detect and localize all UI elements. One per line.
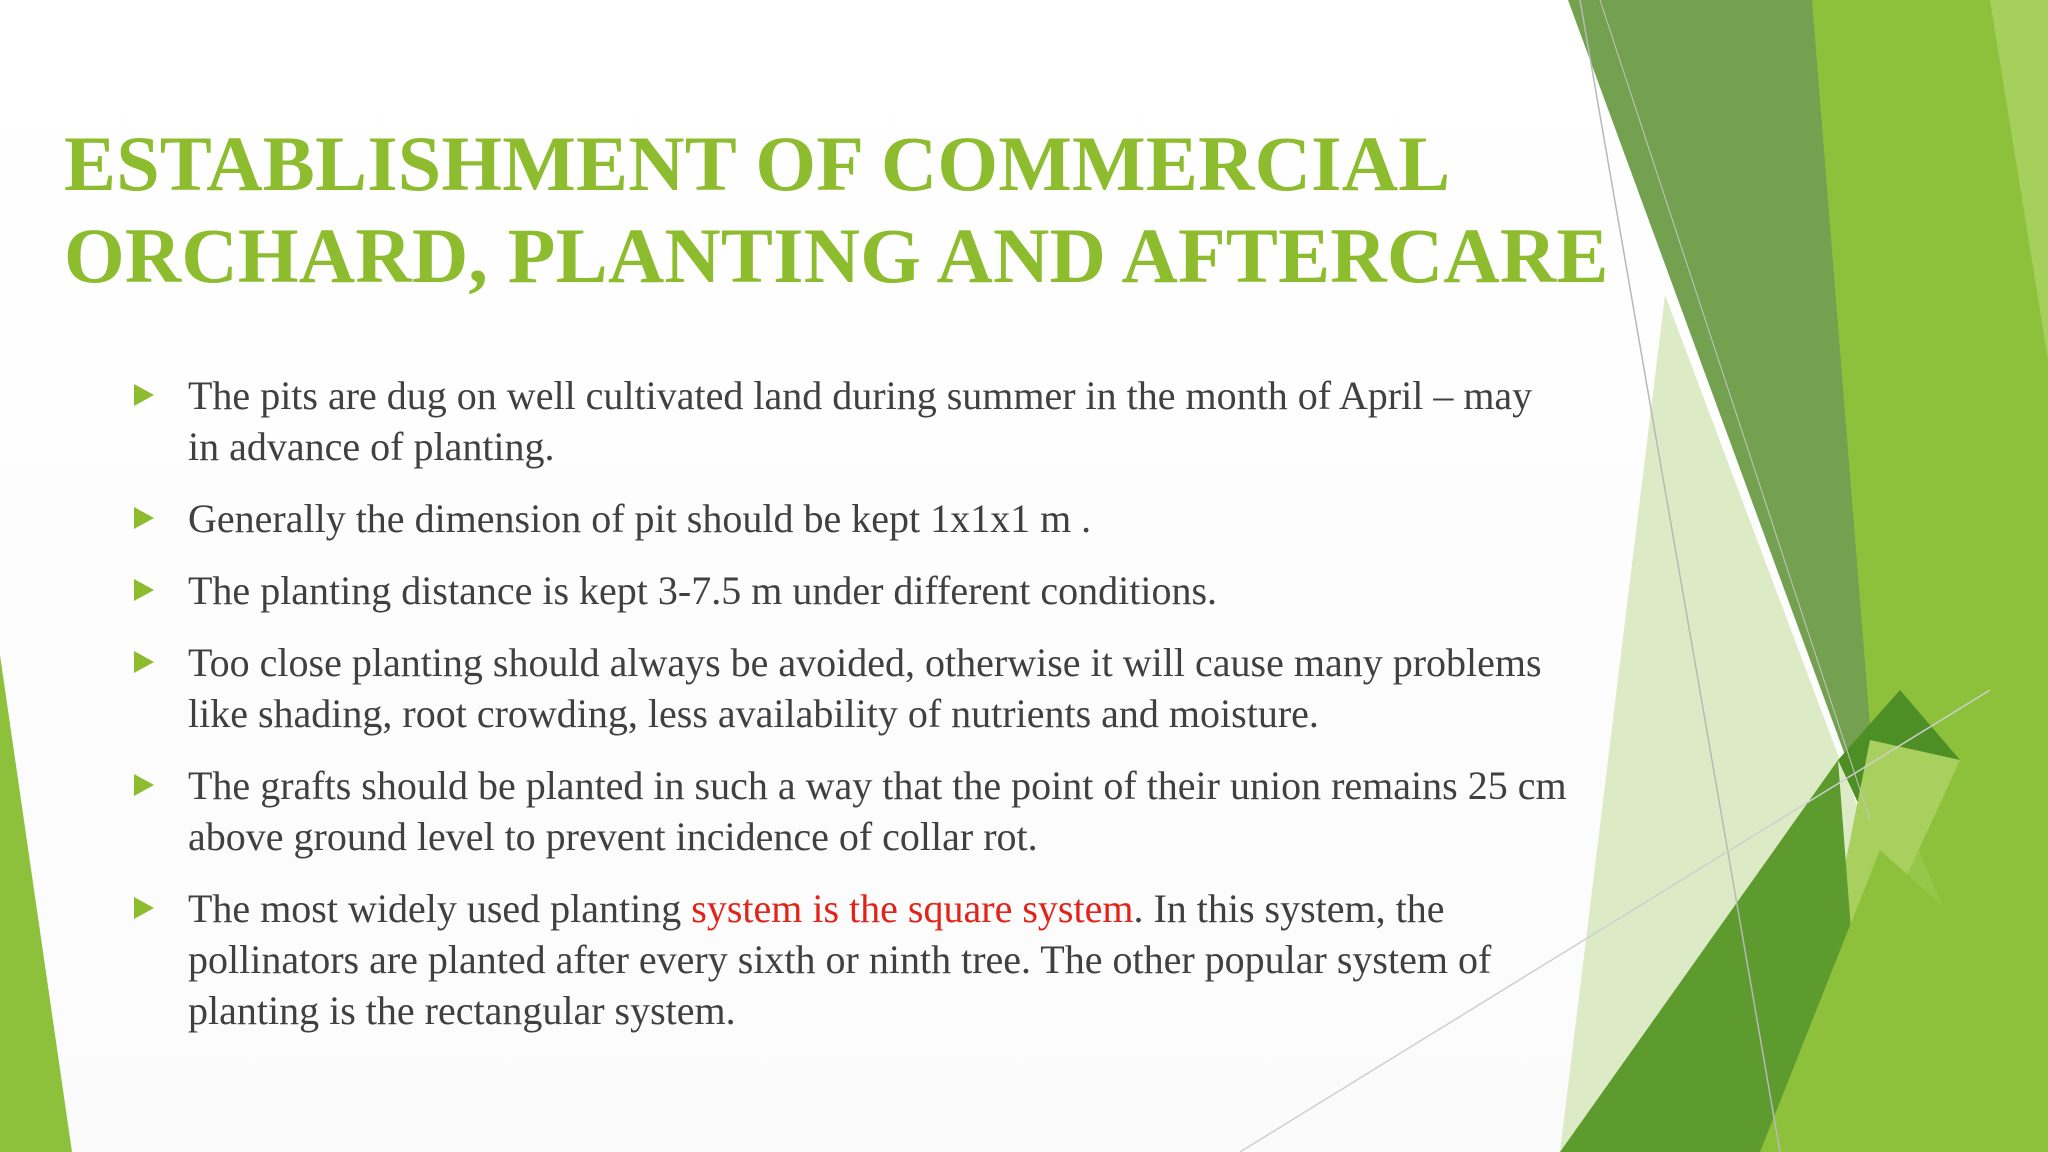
triangle-right-icon [134, 897, 154, 919]
bullet-text: Generally the dimension of pit should be kept 1x1x1 m . [188, 496, 1092, 541]
bullet-text: The grafts should be planted in such a way that the point of their union remains 25 cm above ground level to prevent incidence of collar rot. [188, 763, 1567, 859]
bullet-item [132, 760, 1572, 862]
highlighted-text: system is the square system [691, 886, 1134, 931]
bullet-item [132, 637, 1572, 739]
bullet-item [132, 565, 1572, 616]
bullet-text-after: . In this system, the pollinators are planted after every sixth or ninth tree. The other popular system of planting is the rectangular system. [188, 886, 1492, 1033]
triangle-right-icon [134, 579, 154, 601]
bullet-item [132, 493, 1572, 544]
left-green-sliver [0, 655, 72, 1152]
bullet-list [132, 370, 1572, 1057]
triangle-right-icon [134, 774, 154, 796]
bullet-text: The pits are dug on well cultivated land during summer in the month of April – may in advance of planting. [188, 373, 1533, 469]
title-line-2: ORCHARD, PLANTING AND AFTERCARE [64, 212, 1609, 299]
bullet-text: The planting distance is kept 3-7.5 m under different conditions. [188, 568, 1218, 613]
triangle-right-icon [134, 507, 154, 529]
triangle-right-icon [134, 384, 154, 406]
slide-title [64, 118, 1624, 302]
bullet-item [132, 370, 1572, 472]
bullet-text: Too close planting should always be avoided, otherwise it will cause many problems like shading, root crowding, less availability of nutrients and moisture. [188, 640, 1542, 736]
bullet-item [132, 883, 1572, 1036]
title-line-1: ESTABLISHMENT OF COMMERCIAL [64, 120, 1451, 207]
triangle-right-icon [134, 651, 154, 673]
bullet-text-before: The most widely used planting [188, 886, 692, 931]
